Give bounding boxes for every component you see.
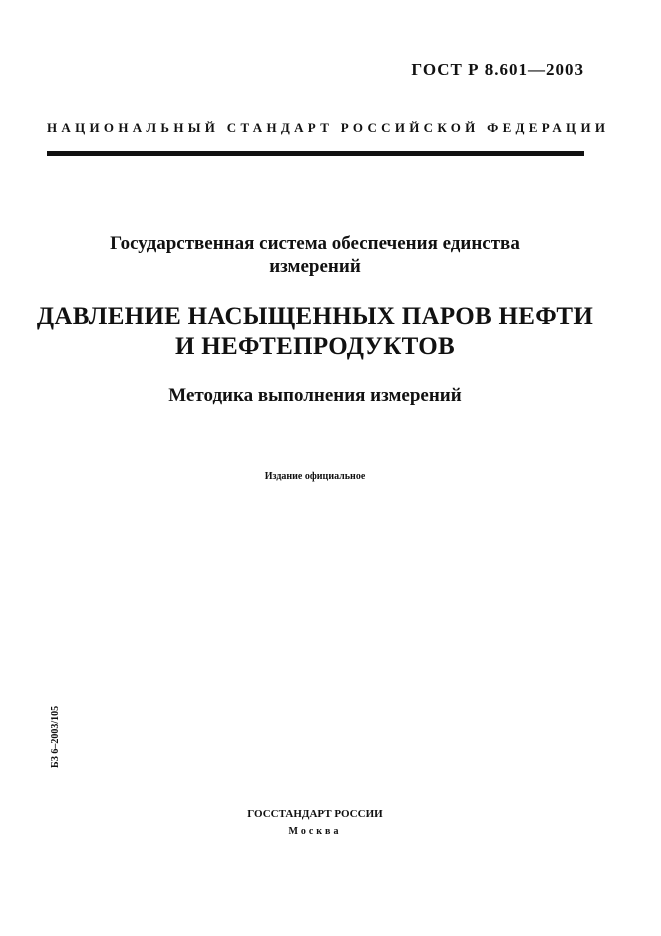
side-code: БЗ 6–2003/105 [50,705,61,768]
edition-note: Издание официальное [264,471,366,482]
city: Москва [288,826,342,837]
main-title-line-2: И НЕФТЕПРОДУКТОВ [174,333,456,360]
main-title-line-1: ДАВЛЕНИЕ НАСЫЩЕННЫХ ПАРОВ НЕФТИ [36,303,594,330]
series-title-line-1: Государственная система обеспечения единства [110,233,520,254]
publisher: ГОССТАНДАРТ РОССИИ [247,808,383,820]
document-number: ГОСТ Р 8.601—2003 [411,60,584,79]
subtitle: Методика выполнения измерений [168,385,462,406]
header-rule [47,151,584,156]
main-title [30,302,600,362]
series-title-line-2: измерений [269,256,361,277]
standard-header: НАЦИОНАЛЬНЫЙ СТАНДАРТ РОССИЙСКОЙ ФЕДЕРАЦИИ [47,120,610,135]
series-title [30,232,600,278]
